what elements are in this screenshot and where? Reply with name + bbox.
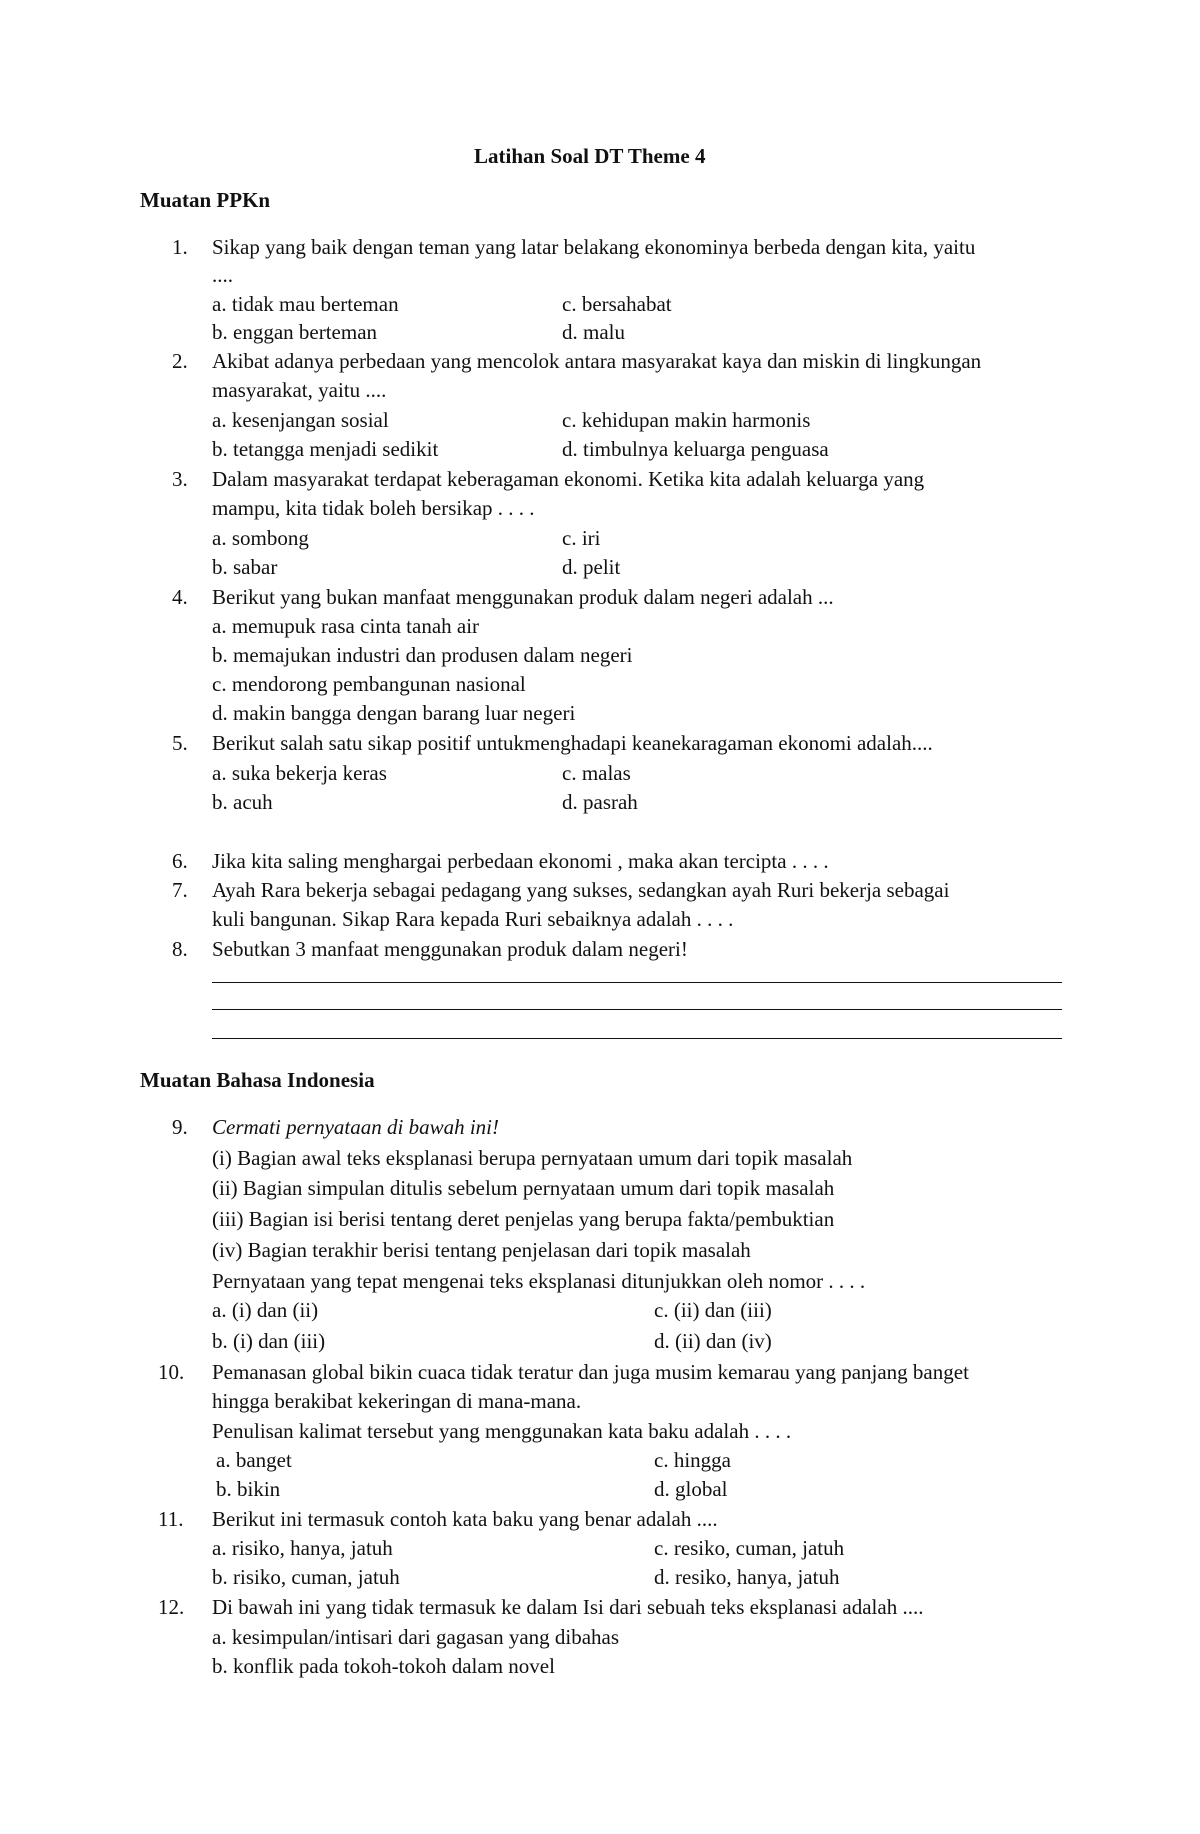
question-number: 9. (172, 1115, 188, 1139)
question-stem: Pernyataan yang tepat mengenai teks eksplanasi ditunjukkan oleh nomor . . . . (212, 1269, 866, 1293)
option-c: c. kehidupan makin harmonis (562, 408, 811, 432)
question-text: Cermati pernyataan di bawah ini! (212, 1115, 499, 1139)
option-b: b. (i) dan (iii) (212, 1329, 326, 1353)
option-a: a. kesenjangan sosial (212, 408, 389, 432)
option-b: b. enggan berteman (212, 320, 378, 344)
option-a: a. memupuk rasa cinta tanah air (212, 614, 480, 638)
option-a: a. (i) dan (ii) (212, 1298, 319, 1322)
option-c: c. hingga (654, 1448, 731, 1472)
option-d: d. malu (562, 320, 625, 344)
option-b: b. tetangga menjadi sedikit (212, 437, 439, 461)
option-c: c. mendorong pembangunan nasional (212, 672, 526, 696)
option-b: b. risiko, cuman, jatuh (212, 1565, 400, 1589)
option-c: c. (ii) dan (iii) (654, 1298, 772, 1322)
question-stem: Penulisan kalimat tersebut yang menggunakan kata baku adalah . . . . (212, 1419, 792, 1443)
option-d: d. makin bangga dengan barang luar negeri (212, 701, 576, 725)
question-number: 11. (158, 1507, 184, 1531)
question-text: .... (212, 263, 233, 287)
option-b: b. sabar (212, 555, 278, 579)
option-a: a. kesimpulan/intisari dari gagasan yang dibahas (212, 1625, 620, 1649)
question-number: 7. (172, 878, 188, 902)
question-number: 5. (172, 731, 188, 755)
question-number: 10. (158, 1360, 185, 1384)
question-number: 6. (172, 849, 188, 873)
option-d: d. resiko, hanya, jatuh (654, 1565, 840, 1589)
option-c: c. resiko, cuman, jatuh (654, 1536, 845, 1560)
option-b: b. acuh (212, 790, 273, 814)
page-title: Latihan Soal DT Theme 4 (474, 144, 706, 168)
option-b: b. konflik pada tokoh-tokoh dalam novel (212, 1654, 555, 1678)
option-d: d. pelit (562, 555, 621, 579)
statement-i: (i) Bagian awal teks eksplanasi berupa pernyataan umum dari topik masalah (212, 1146, 853, 1170)
question-text: masyarakat, yaitu .... (212, 378, 387, 402)
question-text: Di bawah ini yang tidak termasuk ke dalam Isi dari sebuah teks eksplanasi adalah .... (212, 1595, 924, 1619)
option-a: a. risiko, hanya, jatuh (212, 1536, 393, 1560)
answer-line[interactable] (212, 1009, 1062, 1010)
option-d: d. pasrah (562, 790, 638, 814)
question-number: 12. (158, 1595, 185, 1619)
question-text: kuli bangunan. Sikap Rara kepada Ruri sebaiknya adalah . . . . (212, 907, 734, 931)
option-a: a. suka bekerja keras (212, 761, 387, 785)
question-text: Jika kita saling menghargai perbedaan ekonomi , maka akan tercipta . . . . (212, 849, 829, 873)
question-text: mampu, kita tidak boleh bersikap . . . . (212, 496, 535, 520)
option-a: a. banget (216, 1448, 292, 1472)
question-number: 4. (172, 585, 188, 609)
option-a: a. tidak mau berteman (212, 292, 399, 316)
statement-ii: (ii) Bagian simpulan ditulis sebelum pernyataan umum dari topik masalah (212, 1176, 835, 1200)
question-text: Sebutkan 3 manfaat menggunakan produk dalam negeri! (212, 937, 688, 961)
option-b: b. bikin (216, 1477, 281, 1501)
option-d: d. global (654, 1477, 728, 1501)
section-heading-bahasa: Muatan Bahasa Indonesia (140, 1068, 375, 1092)
question-text: Pemanasan global bikin cuaca tidak teratur dan juga musim kemarau yang panjang banget (212, 1360, 969, 1384)
option-c: c. malas (562, 761, 631, 785)
question-number: 8. (172, 937, 188, 961)
option-c: c. bersahabat (562, 292, 672, 316)
option-b: b. memajukan industri dan produsen dalam negeri (212, 643, 633, 667)
question-text: Dalam masyarakat terdapat keberagaman ekonomi. Ketika kita adalah keluarga yang (212, 467, 925, 491)
option-d: d. (ii) dan (iv) (654, 1329, 772, 1353)
answer-line[interactable] (212, 982, 1062, 983)
answer-line[interactable] (212, 1038, 1062, 1039)
statement-iv: (iv) Bagian terakhir berisi tentang penjelasan dari topik masalah (212, 1238, 751, 1262)
question-text: Berikut salah satu sikap positif untukmenghadapi keanekaragaman ekonomi adalah.... (212, 731, 933, 755)
question-text: Berikut ini termasuk contoh kata baku yang benar adalah .... (212, 1507, 718, 1531)
option-c: c. iri (562, 526, 601, 550)
question-number: 1. (172, 235, 188, 259)
question-text: Berikut yang bukan manfaat menggunakan produk dalam negeri adalah ... (212, 585, 834, 609)
question-text: Akibat adanya perbedaan yang mencolok antara masyarakat kaya dan miskin di lingkungan (212, 349, 982, 373)
question-text: Sikap yang baik dengan teman yang latar belakang ekonominya berbeda dengan kita, yaitu (212, 235, 976, 259)
option-d: d. timbulnya keluarga penguasa (562, 437, 829, 461)
question-text: Ayah Rara bekerja sebagai pedagang yang sukses, sedangkan ayah Ruri bekerja sebagai (212, 878, 950, 902)
question-number: 2. (172, 349, 188, 373)
question-number: 3. (172, 467, 188, 491)
option-a: a. sombong (212, 526, 309, 550)
question-text: hingga berakibat kekeringan di mana-mana. (212, 1389, 582, 1413)
statement-iii: (iii) Bagian isi berisi tentang deret penjelas yang berupa fakta/pembuktian (212, 1207, 835, 1231)
section-heading-ppkn: Muatan PPKn (140, 188, 271, 212)
